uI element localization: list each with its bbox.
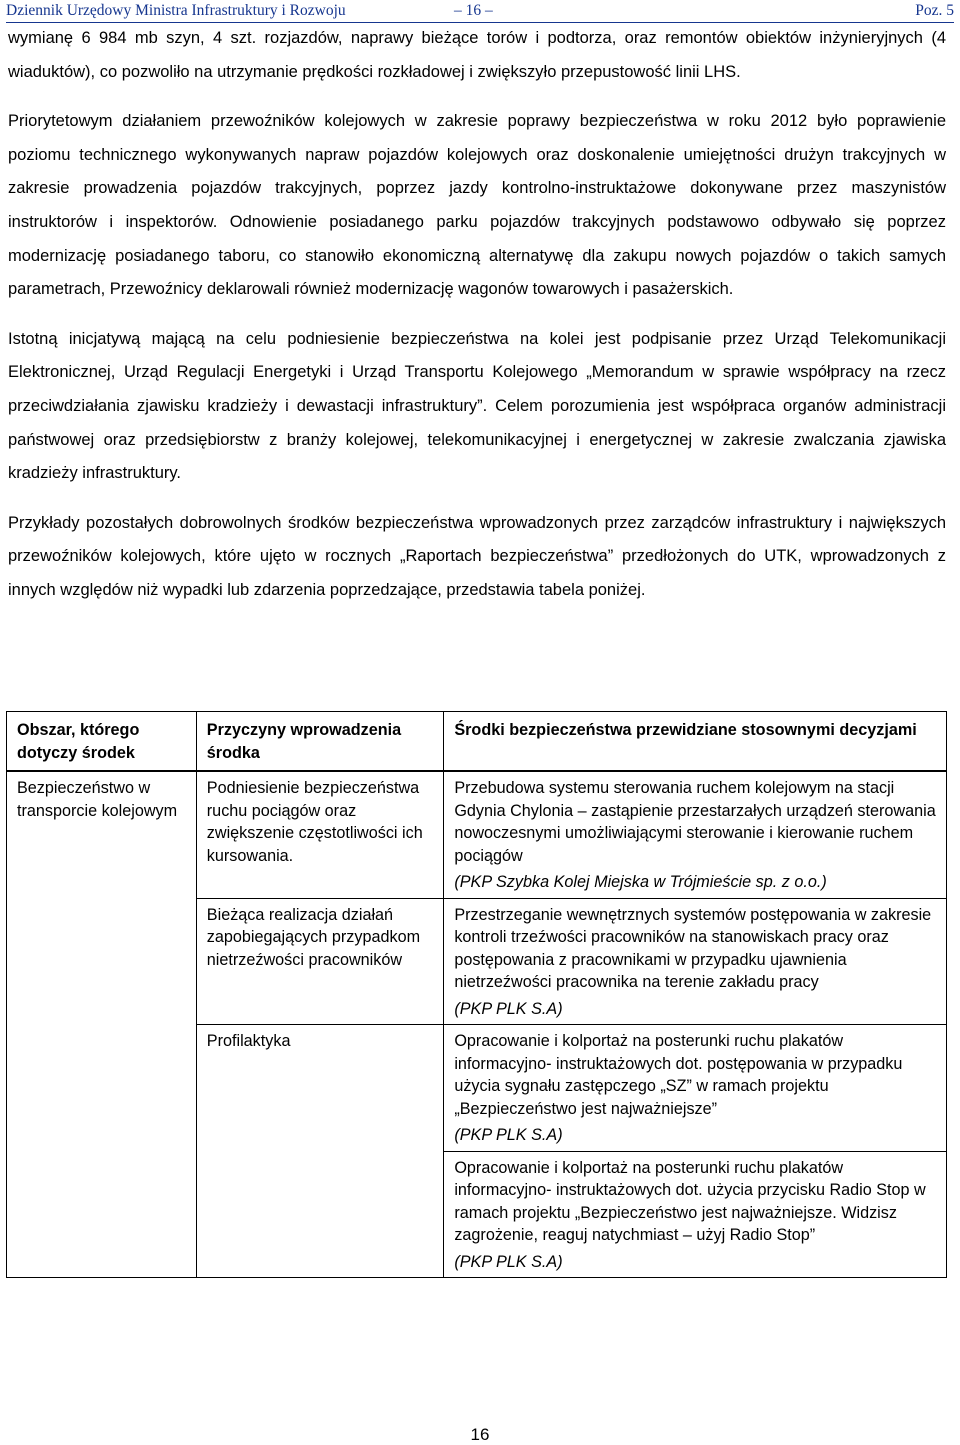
body-text [8,22,946,624]
page-footer-number: 16 [470,1425,490,1444]
table-row [7,771,947,898]
header-page-number: – 16 – [454,2,493,19]
measure-source: (PKP PLK S.A) [454,1126,563,1144]
column-header-measures: Środki bezpieczeństwa przewidziane stosownymi decyzjami [444,712,947,772]
paragraph: Istotną inicjatywą mającą na celu podniesienie bezpieczeństwa na kolei jest podpisanie przez Urząd Telekomunikacji Elektronicznej, Urząd Regulacji Energetyki i Urząd Transportu Kolejowego „Memorandum w sprawie współpracy na rzecz przeciwdziałania zjawisku kradzieży i dewastacji infrastruktury”. Celem porozumienia jest współpraca organów administracji państwowej oraz przedsiębiorstw z branży kolejowej, telekomunikacyjnej i energetycznej w zakresie zwalczania zjawiska kradzieży infrastruktury. [8,329,946,483]
paragraph: wymianę 6 984 mb szyn, 4 szt. rozjazdów, naprawy bieżące torów i podtorza, oraz remontów obiektów inżynieryjnych (4 wiaduktów), co pozwoliło na utrzymanie prędkości rozkładowej i zwiększyło przepustowość linii LHS. [8,29,946,81]
column-header-causes: Przyczyny wprowadzenia środka [196,712,444,772]
measure-cell [444,898,947,1025]
paragraph: Priorytetowym działaniem przewoźników kolejowych w zakresie poprawy bezpieczeństwa w roku 2012 było poprawienie poziomu technicznego wykonywanych napraw pojazdów kolejowych oraz doskonalenie umiejętności drużyn trakcyjnych w zakresie prowadzenia pojazdów trakcyjnych, poprzez jazdy kontrolno-instruktażowe dokonywane przez maszynistów instruktorów i inspektorów. Odnowienie posiadanego parku pojazdów trakcyjnych podstawowo odbywało się poprzez modernizację posiadanego taboru, co stanowiło ekonomiczną alternatywę dla zakupu nowych pojazdów o takich samych parametrach, Przewoźnicy deklarowali również modernizację wagonów towarowych i pasażerskich. [8,112,946,299]
measure-source: (PKP PLK S.A) [454,999,563,1018]
measure-source: (PKP PLK S.A) [454,1252,563,1271]
cause-cell: Bieżąca realizacja działań zapobiegających przypadkom nietrzeźwości pracowników [196,898,444,1025]
position-label: Poz. 5 [915,2,954,19]
page-header [6,0,954,23]
measure-text: Opracowanie i kolportaż na posterunki ruchu plakatów informacyjno- instruktażowych dot. postępowania w przypadku użycia sygnału zastępczego „SZ” w ramach projektu „Bezpieczeństwo jest najważniejsze” [454,1032,903,1118]
measure-source: (PKP Szybka Kolej Miejska w Trójmieście sp. z o.o.) [454,873,827,891]
measure-text: Przebudowa systemu sterowania ruchem kolejowym na stacji Gdynia Chylonia – zastąpienie przestarzałych urządzeń sterowania nowoczesnymi umożliwiającymi sterowanie i kierowanie ruchem pociągów [454,779,936,865]
measure-cell [444,771,947,898]
cause-cell: Profilaktyka [196,1025,444,1278]
paragraph: Przykłady pozostałych dobrowolnych środków bezpieczeństwa wprowadzonych przez zarządców infrastruktury i największych przewoźników kolejowych, które ujęto w rocznych „Raportach bezpieczeństwa” przedłożonych do UTK, wprowadzonych z innych względów niż wypadki lub zdarzenia poprzedzające, przedstawia tabela poniżej. [8,513,946,599]
column-header-area: Obszar, którego dotyczy środek [7,712,197,772]
cause-cell: Podniesienie bezpieczeństwa ruchu pociągów oraz zwiększenie częstotliwości ich kursowania. [196,771,444,898]
safety-measures-table [6,711,947,1278]
measure-text: Opracowanie i kolportaż na posterunki ruchu plakatów informacyjno- instruktażowych dot. użycia przycisku Radio Stop w ramach projektu „Bezpieczeństwo jest najważniejsze. Widzisz zagrożenie, reaguj natychmiast – użyj Radio Stop” [454,1158,926,1244]
table-header-row [7,712,947,772]
measure-text: Przestrzeganie wewnętrznych systemów postępowania w zakresie kontroli trzeźwości pracowników na stanowiskach pracy oraz postępowania z pracownikami w przypadku ujawnienia nietrzeźwości pracownika na terenie zakładu pracy [454,905,932,991]
journal-title: Dziennik Urzędowy Ministra Infrastruktury i Rozwoju [6,2,346,19]
measure-cell [444,1025,947,1152]
measure-cell [444,1151,947,1278]
area-cell: Bezpieczeństwo w transporcie kolejowym [7,771,197,1278]
